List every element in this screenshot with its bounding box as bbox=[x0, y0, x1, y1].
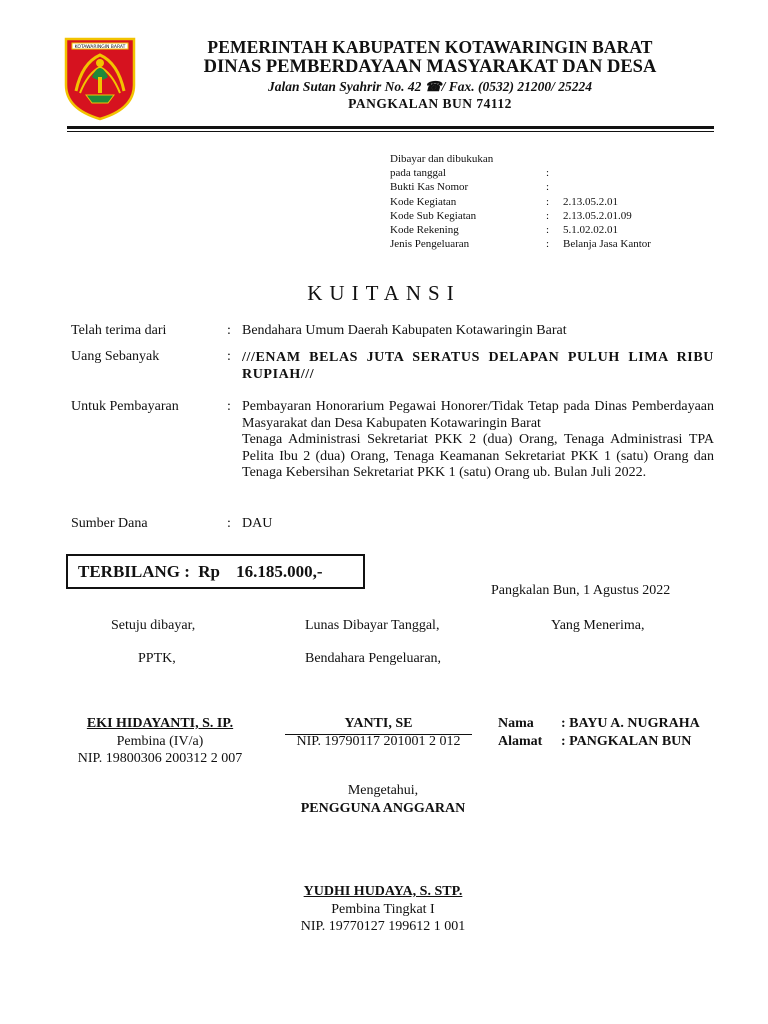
bendahara-role: Bendahara Pengeluaran, bbox=[305, 651, 442, 666]
untuk-pembayaran-line-2: Tenaga Administrasi Sekretariat PKK 2 (dua) Orang, Tenaga Administrasi TPA Pelita Ibu 2 (dua) Orang, Tenaga Keamanan Sekretariat PKK 1 (satu) Orang dan Tenaga Kebersihan Sekretariat PKK 1 (satu) Orang ub. Bulan Juli 2022. bbox=[242, 432, 714, 481]
alamat-value: : PANGKALAN BUN bbox=[561, 734, 692, 749]
untuk-pembayaran-value bbox=[242, 399, 714, 482]
pptk-role: PPTK, bbox=[138, 651, 176, 666]
kotawaringin-barat-coat-of-arms-icon bbox=[62, 33, 138, 121]
telah-terima-value: Bendahara Umum Daerah Kabupaten Kotawaringin Barat bbox=[242, 323, 567, 338]
bendahara-name: YANTI, SE bbox=[344, 716, 413, 731]
pengguna-anggaran-rank: Pembina Tingkat I bbox=[331, 902, 435, 917]
uang-sebanyak-value: ///ENAM BELAS JUTA SERATUS DELAPAN PULUH LIMA RIBU RUPIAH/// bbox=[242, 350, 714, 382]
alamat-label: Alamat bbox=[498, 734, 543, 749]
nama-label: Nama bbox=[498, 716, 534, 731]
field-colon: : bbox=[227, 516, 231, 531]
pengguna-anggaran-role: PENGGUNA ANGGARAN bbox=[300, 801, 466, 816]
info-row: Jenis Pengeluaran : Belanja Jasa Kantor bbox=[390, 238, 651, 251]
yang-menerima: Yang Menerima, bbox=[551, 618, 645, 633]
telah-terima-label: Telah terima dari bbox=[71, 323, 167, 338]
terbilang-currency: Rp bbox=[198, 562, 220, 581]
uang-sebanyak-label: Uang Sebanyak bbox=[71, 349, 160, 364]
setuju-dibayar: Setuju dibayar, bbox=[111, 618, 196, 633]
field-colon: : bbox=[227, 323, 231, 338]
info-row: Dibayar dan dibukukan bbox=[390, 153, 494, 165]
terbilang-amount: 16.185.000,- bbox=[236, 562, 323, 581]
info-row: Kode Kegiatan : 2.13.05.2.01 bbox=[390, 195, 618, 208]
terbilang-label: TERBILANG : bbox=[78, 562, 190, 581]
field-colon: : bbox=[227, 399, 231, 414]
sumber-dana-value: DAU bbox=[242, 516, 273, 531]
terbilang-box bbox=[66, 554, 365, 589]
pengguna-anggaran-nip: NIP. 19770127 199612 1 001 bbox=[300, 919, 466, 934]
document-title: KUITANSI bbox=[307, 281, 461, 305]
payment-info-block bbox=[390, 152, 651, 251]
pengguna-anggaran-name: YUDHI HUDAYA, S. STP. bbox=[303, 884, 463, 899]
lunas-dibayar: Lunas Dibayar Tanggal, bbox=[305, 618, 440, 633]
header-divider-thick bbox=[67, 126, 714, 129]
field-colon: : bbox=[227, 349, 231, 364]
header-government-name: PEMERINTAH KABUPATEN KOTAWARINGIN BARAT bbox=[207, 37, 653, 57]
info-row: Bukti Kas Nomor : bbox=[390, 181, 550, 194]
untuk-pembayaran-line-1: Pembayaran Honorarium Pegawai Honorer/Tidak Tetap pada Dinas Pemberdayaan Masyarakat dan Desa Kabupaten Kotawaringin Barat bbox=[242, 399, 714, 431]
info-row: Kode Rekening : 5.1.02.02.01 bbox=[390, 224, 618, 237]
pptk-rank: Pembina (IV/a) bbox=[116, 734, 204, 749]
untuk-pembayaran-label: Untuk Pembayaran bbox=[71, 399, 179, 414]
pptk-name: EKI HIDAYANTI, S. IP. bbox=[86, 716, 234, 731]
place-date: Pangkalan Bun, 1 Agustus 2022 bbox=[491, 583, 671, 598]
nama-value: : BAYU A. NUGRAHA bbox=[561, 716, 700, 731]
info-row: Kode Sub Kegiatan : 2.13.05.2.01.09 bbox=[390, 209, 632, 222]
header-address-prefix: Jalan Sutan Syahrir No. 42 bbox=[267, 79, 422, 94]
pptk-nip: NIP. 19800306 200312 2 007 bbox=[77, 751, 243, 766]
header-address bbox=[150, 79, 710, 95]
header-divider-thin bbox=[67, 131, 714, 132]
terbilang-text bbox=[78, 562, 323, 582]
bendahara-nip: NIP. 19790117 201001 2 012 bbox=[296, 734, 461, 749]
mengetahui: Mengetahui, bbox=[347, 783, 419, 798]
telephone-icon: ☎ bbox=[424, 79, 442, 94]
header-city: PANGKALAN BUN 74112 bbox=[348, 96, 512, 111]
header-address-suffix: / Fax. (0532) 21200/ 25224 bbox=[441, 79, 592, 94]
sumber-dana-label: Sumber Dana bbox=[71, 516, 148, 531]
header-department-name: DINAS PEMBERDAYAAN MASYARAKAT DAN DESA bbox=[203, 57, 657, 77]
logo-banner-text: KOTAWARINGIN BARAT bbox=[74, 45, 126, 50]
info-row: pada tanggal : bbox=[390, 167, 550, 180]
